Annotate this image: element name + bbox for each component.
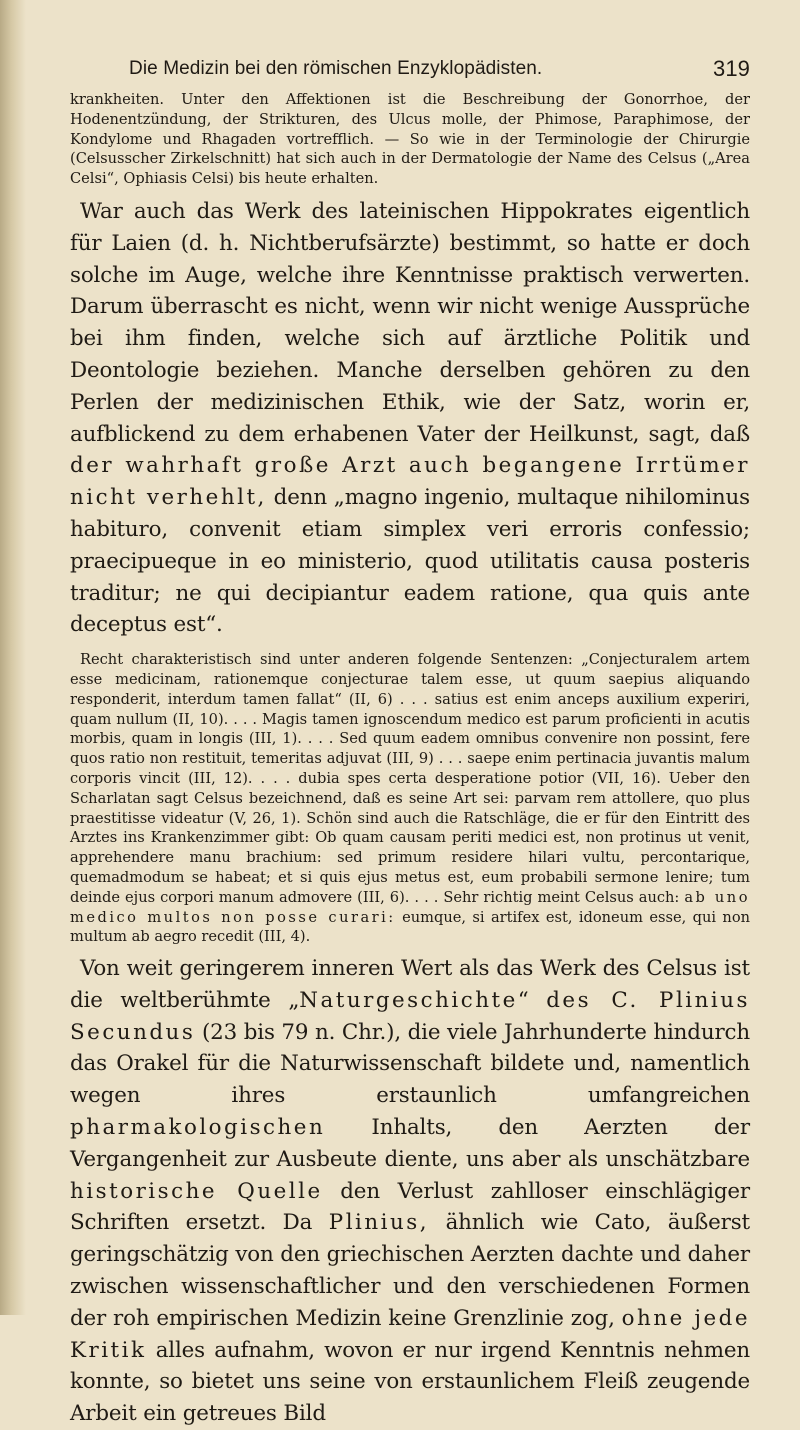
spaced-emphasis: Plinius,: [328, 1210, 430, 1236]
text-run: Von weit geringerem inneren Wert als das Werk des Celsus ist die weltberühmte „: [70, 956, 750, 1013]
running-title: Die Medizin bei den römischen Enzyklopädisten.: [129, 58, 543, 79]
text-run: den Verlust zahlloser einschlägiger Schriften ersetzt. Da: [70, 1178, 750, 1236]
text-run: eumque, si artifex est, idoneum esse, qui non multum ab aegro recedit (III, 4).: [70, 908, 751, 946]
paragraph-hippokrates: [70, 196, 750, 641]
spaced-emphasis: der wahrhaft große Arzt auch begangene Irrtümer nicht verhehlt,: [70, 453, 750, 511]
text-run: Inhalts, den Aerzten der Vergangenheit zur Ausbeute diente, uns aber als unschätzbare: [70, 1115, 751, 1172]
text-run: ähnlich wie Cato, äußerst geringschätzig von den griechischen Aerzten dachte und daher zwischen wissenschaftlicher und den verschiedenen Formen der roh empirischen Medizin keine Grenzlinie zog,: [70, 1210, 751, 1331]
spaced-emphasis: ohne jede Kritik: [70, 1305, 750, 1363]
text-run: (23 bis 79 n. Chr.), die viele Jahrhunderte hindurch das Orakel für die Naturwissenschaft bildete und, namentlich wegen ihres erstaunlich umfangreichen: [70, 1019, 750, 1109]
spaced-emphasis: historische Quelle: [70, 1178, 323, 1204]
paragraph-sentences: [70, 650, 750, 947]
paragraph-plinius: [70, 953, 750, 1430]
spaced-emphasis: Naturgeschichte: [299, 987, 518, 1013]
paragraph-dermatology: [70, 90, 750, 189]
spaced-emphasis: des C. Plinius Secundus: [70, 987, 750, 1045]
page-gutter-shadow: [0, 0, 26, 1315]
text-run: denn „magno ingenio, multaque nihilominus habituro, convenit etiam simplex veri erroris confessio; praecipueque in eo ministerio, quod utilitatis causa posteris traditur; ne qui decipiantur eadem ratione, qua quis ante deceptus est“.: [70, 485, 750, 638]
text-run: “: [517, 987, 529, 1013]
spaced-emphasis: ab uno medico multos non posse curari:: [70, 888, 750, 926]
text-run: alles aufnahm, wovon er nur irgend Kenntnis nehmen konnte, so bietet uns seine von erstaunlichem Fleiß zeugende Arbeit ein getreues Bild: [70, 1337, 750, 1427]
spaced-emphasis: pharmakologischen: [70, 1115, 326, 1141]
text-run: Recht charakteristisch sind unter anderen folgende Sentenzen: „Conjecturalem artem esse medicinam, rationemque conjecturae talem esse, ut quum saepius aliquando responderit, interdum tamen fallat“ (II, 6) . . . satius est enim anceps auxilium experiri, quam nullum (II, 10). . . . Magis tamen ignoscendum medico est parum proficienti in acutis morbis, quam in longis (III, 1). . . . Sed quum eadem omnibus convenire non possint, fere quos ratio non restituit, temeritas adjuvat (III, 9) . . . saepe enim pertinacia juvantis malum corporis vincit (III, 12). . . . dubia spes certa desperatione potior (VII, 16). Ueber den Scharlatan sagt Celsus bezeichnend, daß es seine Art sei: parvam rem attollere, quo plus praestitisse videatur (V, 26, 1). Schön sind auch die Ratschläge, die er für den Eintritt des Arztes ins Krankenzimmer gibt: Ob quam causam periti medici est, non protinus ut venit, apprehendere manu brachium: sed primum residere hilari vultu, percontarique, quemadmodum se habeat; et si quis ejus metus est, eum probabili sermone lenire; tum deinde ejus corpori manum admovere (III, 6). . . . Sehr richtig meint Celsus auch:: [70, 651, 750, 906]
paragraph-dermatology-text: krankheiten. Unter den Affektionen ist die Beschreibung der Gonorrhoe, der Hodenentzündung, der Strikturen, des Ulcus molle, der Phimose, Paraphimose, der Kondylome und Rhagaden vortrefflich. — So wie in der Terminologie der Chirurgie (Celsusscher Zirkelschnitt) hat sich auch in der Dermatologie der Name des Celsus („Area Celsi“, Ophiasis Celsi) bis heute erhalten.: [70, 91, 750, 188]
running-header: [70, 50, 750, 84]
book-page: [70, 50, 750, 1430]
text-run: War auch das Werk des lateinischen Hippokrates eigentlich für Laien (d. h. Nichtberufsärzte) bestimmt, so hatte er doch solche im Auge, welche ihre Kenntnisse praktisch verwerten. Darum überrascht es nicht, wenn wir nicht wenige Aussprüche bei ihm finden, welche sich auf ärztliche Politik und Deontologie beziehen. Manche derselben gehören zu den Perlen der medizinischen Ethik, wie der Satz, worin er, aufblickend zu dem erhabenen Vater der Heilkunst, sagt, daß: [70, 198, 750, 447]
page-number: 319: [712, 56, 750, 81]
